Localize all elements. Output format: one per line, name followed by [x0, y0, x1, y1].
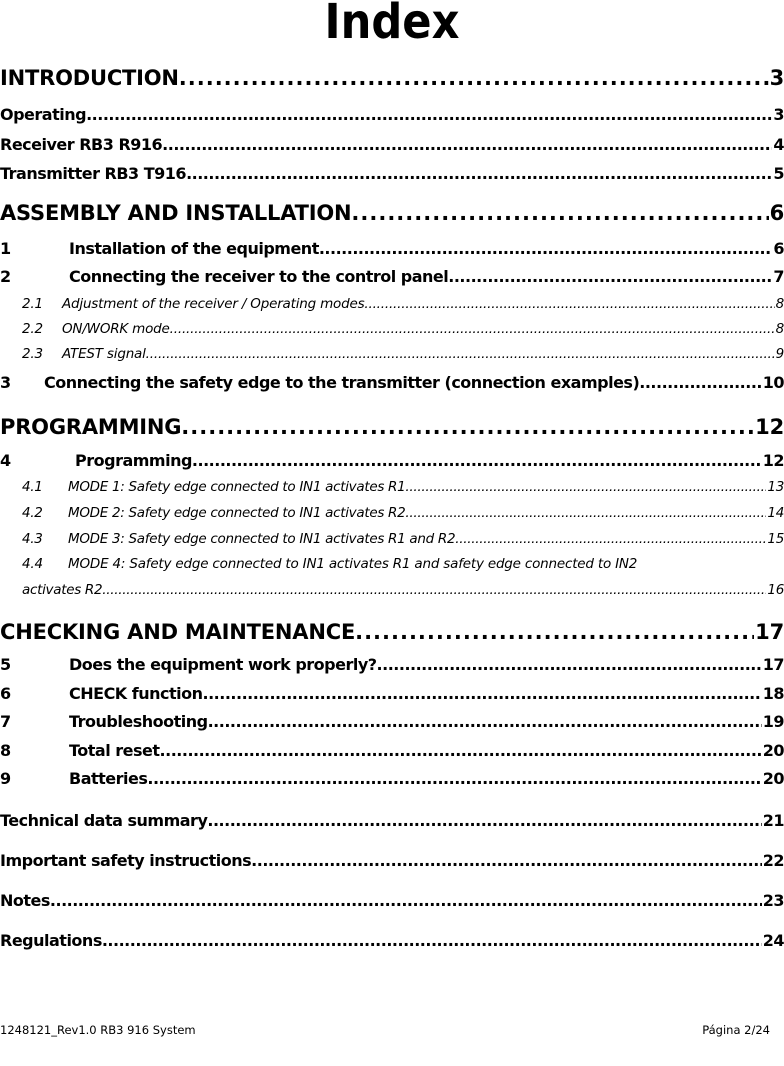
- toc-entry-4-3[interactable]: [0, 531, 784, 547]
- toc-page: 6: [769, 201, 784, 225]
- toc-page: 5: [773, 164, 784, 183]
- toc-leader: [192, 451, 762, 470]
- toc-number: 3: [0, 373, 11, 392]
- toc-entry-9[interactable]: [0, 769, 784, 788]
- toc-leader: [405, 479, 766, 495]
- toc-leader: [364, 296, 774, 312]
- toc-label: Notes: [0, 891, 50, 910]
- toc-leader: [208, 712, 762, 731]
- toc-entry-introduction[interactable]: [0, 66, 784, 90]
- toc-label: ASSEMBLY AND INSTALLATION: [0, 201, 352, 225]
- toc-page: 13: [767, 479, 784, 495]
- toc-leader: [102, 931, 762, 950]
- toc-number: 4: [0, 451, 11, 470]
- footer-page-number: Página 2/24: [702, 1023, 770, 1037]
- toc-entry-4-1[interactable]: [0, 479, 784, 495]
- toc-page: 17: [755, 620, 784, 644]
- toc-leader: [319, 239, 773, 258]
- toc-number: 4.4: [22, 556, 43, 572]
- toc-number: 4.1: [22, 479, 43, 495]
- toc-leader: [203, 684, 762, 703]
- toc-label: Batteries: [69, 769, 148, 788]
- toc-label: Connecting the receiver to the control panel: [69, 267, 449, 286]
- toc-entry-6[interactable]: [0, 684, 784, 703]
- toc-page: 19: [762, 712, 784, 731]
- toc-label: Adjustment of the receiver / Operating modes: [62, 296, 365, 312]
- toc-number: 5: [0, 655, 11, 674]
- toc-number: 7: [0, 712, 11, 731]
- toc-leader: [181, 415, 754, 439]
- toc-label: MODE 3: Safety edge connected to IN1 activates R1 and R2: [68, 531, 456, 547]
- toc-label: Technical data summary: [0, 811, 208, 830]
- toc-page: 8: [775, 321, 784, 337]
- footer-doc-ref: 1248121_Rev1.0 RB3 916 System: [0, 1023, 196, 1037]
- toc-label: Connecting the safety edge to the transmitter (connection examples): [44, 373, 640, 392]
- toc-label: Total reset: [69, 741, 160, 760]
- toc-entry-8[interactable]: [0, 741, 784, 760]
- toc-leader: [160, 741, 762, 760]
- toc-label-continued: activates R2: [22, 582, 103, 598]
- toc-page: 6: [773, 239, 784, 258]
- toc-number: 9: [0, 769, 11, 788]
- toc-entry-3[interactable]: [0, 373, 784, 392]
- toc-entry-assembly[interactable]: [0, 201, 784, 225]
- toc-entry-operating[interactable]: [0, 105, 784, 124]
- toc-number: 4.2: [22, 505, 43, 521]
- toc-entry-7[interactable]: [0, 712, 784, 731]
- toc-page: 3: [773, 105, 784, 124]
- toc-label: Important safety instructions: [0, 851, 252, 870]
- toc-leader: [186, 164, 772, 183]
- toc-page: 24: [762, 931, 784, 950]
- toc-page: 10: [762, 373, 784, 392]
- toc-entry-4-4[interactable]: [22, 556, 637, 572]
- toc-entry-programming[interactable]: [0, 415, 784, 439]
- toc-leader: [207, 811, 761, 830]
- page-title: Index: [324, 0, 460, 50]
- toc-page: 3: [769, 66, 784, 90]
- toc-page: 17: [762, 655, 784, 674]
- toc-number: 4.3: [22, 531, 43, 547]
- toc-leader: [405, 505, 766, 521]
- toc-page: 21: [762, 811, 784, 830]
- toc-entry-safety[interactable]: [0, 851, 784, 870]
- toc-leader: [355, 620, 754, 644]
- toc-leader: [448, 267, 772, 286]
- toc-page: 9: [775, 346, 784, 362]
- toc-label: Operating: [0, 105, 87, 124]
- toc-label: Troubleshooting: [69, 712, 208, 731]
- toc-number: 8: [0, 741, 11, 760]
- toc-label: Regulations: [0, 931, 102, 950]
- toc-entry-1[interactable]: [0, 239, 784, 258]
- toc-label: PROGRAMMING: [0, 415, 182, 439]
- toc-page: 18: [762, 684, 784, 703]
- toc-leader: [162, 135, 772, 154]
- toc-number: 2.2: [22, 321, 43, 337]
- toc-page: 22: [762, 851, 784, 870]
- toc-entry-4-2[interactable]: [0, 505, 784, 521]
- toc-number: 2.3: [22, 346, 43, 362]
- toc-leader: [50, 891, 762, 910]
- toc-entry-checking[interactable]: [0, 620, 784, 644]
- toc-page: 12: [762, 451, 784, 470]
- toc-number: 2.1: [22, 296, 43, 312]
- toc-leader: [179, 66, 769, 90]
- toc-page: 8: [775, 296, 784, 312]
- toc-leader: [377, 655, 762, 674]
- toc-label: INTRODUCTION: [0, 66, 179, 90]
- toc-label: Installation of the equipment: [69, 239, 319, 258]
- toc-entry-5[interactable]: [0, 655, 784, 674]
- toc-page: 23: [762, 891, 784, 910]
- toc-leader: [147, 769, 761, 788]
- toc-entry-notes[interactable]: [0, 891, 784, 910]
- toc-leader: [170, 321, 775, 337]
- toc-label: Receiver RB3 R916: [0, 135, 163, 154]
- toc-page: 12: [755, 415, 784, 439]
- toc-page: 4: [773, 135, 784, 154]
- toc-entry-4[interactable]: [0, 451, 784, 470]
- toc-page: 20: [762, 741, 784, 760]
- toc-number: 1: [0, 239, 11, 258]
- toc-label: Does the equipment work properly?: [69, 655, 377, 674]
- toc-page: 16: [767, 582, 784, 598]
- toc-label: ATEST signal: [62, 346, 146, 362]
- toc-entry-2-1[interactable]: [0, 296, 784, 312]
- toc-entry-4-4-cont[interactable]: [0, 582, 784, 598]
- toc-page: 15: [767, 531, 784, 547]
- toc-leader: [639, 373, 761, 392]
- toc-entry-transmitter[interactable]: [0, 164, 784, 183]
- toc-entry-technical-data[interactable]: [0, 811, 784, 830]
- toc-leader: [455, 531, 766, 547]
- toc-label: CHECK function: [69, 684, 203, 703]
- toc-leader: [86, 105, 772, 124]
- toc-number: 6: [0, 684, 11, 703]
- toc-label: MODE 2: Safety edge connected to IN1 activates R2: [68, 505, 406, 521]
- toc-leader: [251, 851, 762, 870]
- toc-label: MODE 4: Safety edge connected to IN1 activates R1 and safety edge connected to IN2: [68, 556, 638, 572]
- toc-label: MODE 1: Safety edge connected to IN1 activates R1: [68, 479, 406, 495]
- toc-entry-2-2[interactable]: [0, 321, 784, 337]
- toc-leader: [146, 346, 775, 362]
- toc-leader: [351, 201, 768, 225]
- toc-entry-regulations[interactable]: [0, 931, 784, 950]
- toc-entry-2[interactable]: [0, 267, 784, 286]
- toc-page: 20: [762, 769, 784, 788]
- toc-page: 14: [767, 505, 784, 521]
- toc-entry-2-3[interactable]: [0, 346, 784, 362]
- toc-number: 2: [0, 267, 11, 286]
- toc-entry-receiver[interactable]: [0, 135, 784, 154]
- toc-page: 7: [773, 267, 784, 286]
- toc-label: Transmitter RB3 T916: [0, 164, 187, 183]
- toc-label: CHECKING AND MAINTENANCE: [0, 620, 356, 644]
- toc-label: Programming: [75, 451, 192, 470]
- toc-leader: [102, 582, 766, 598]
- toc-label: ON/WORK mode: [62, 321, 170, 337]
